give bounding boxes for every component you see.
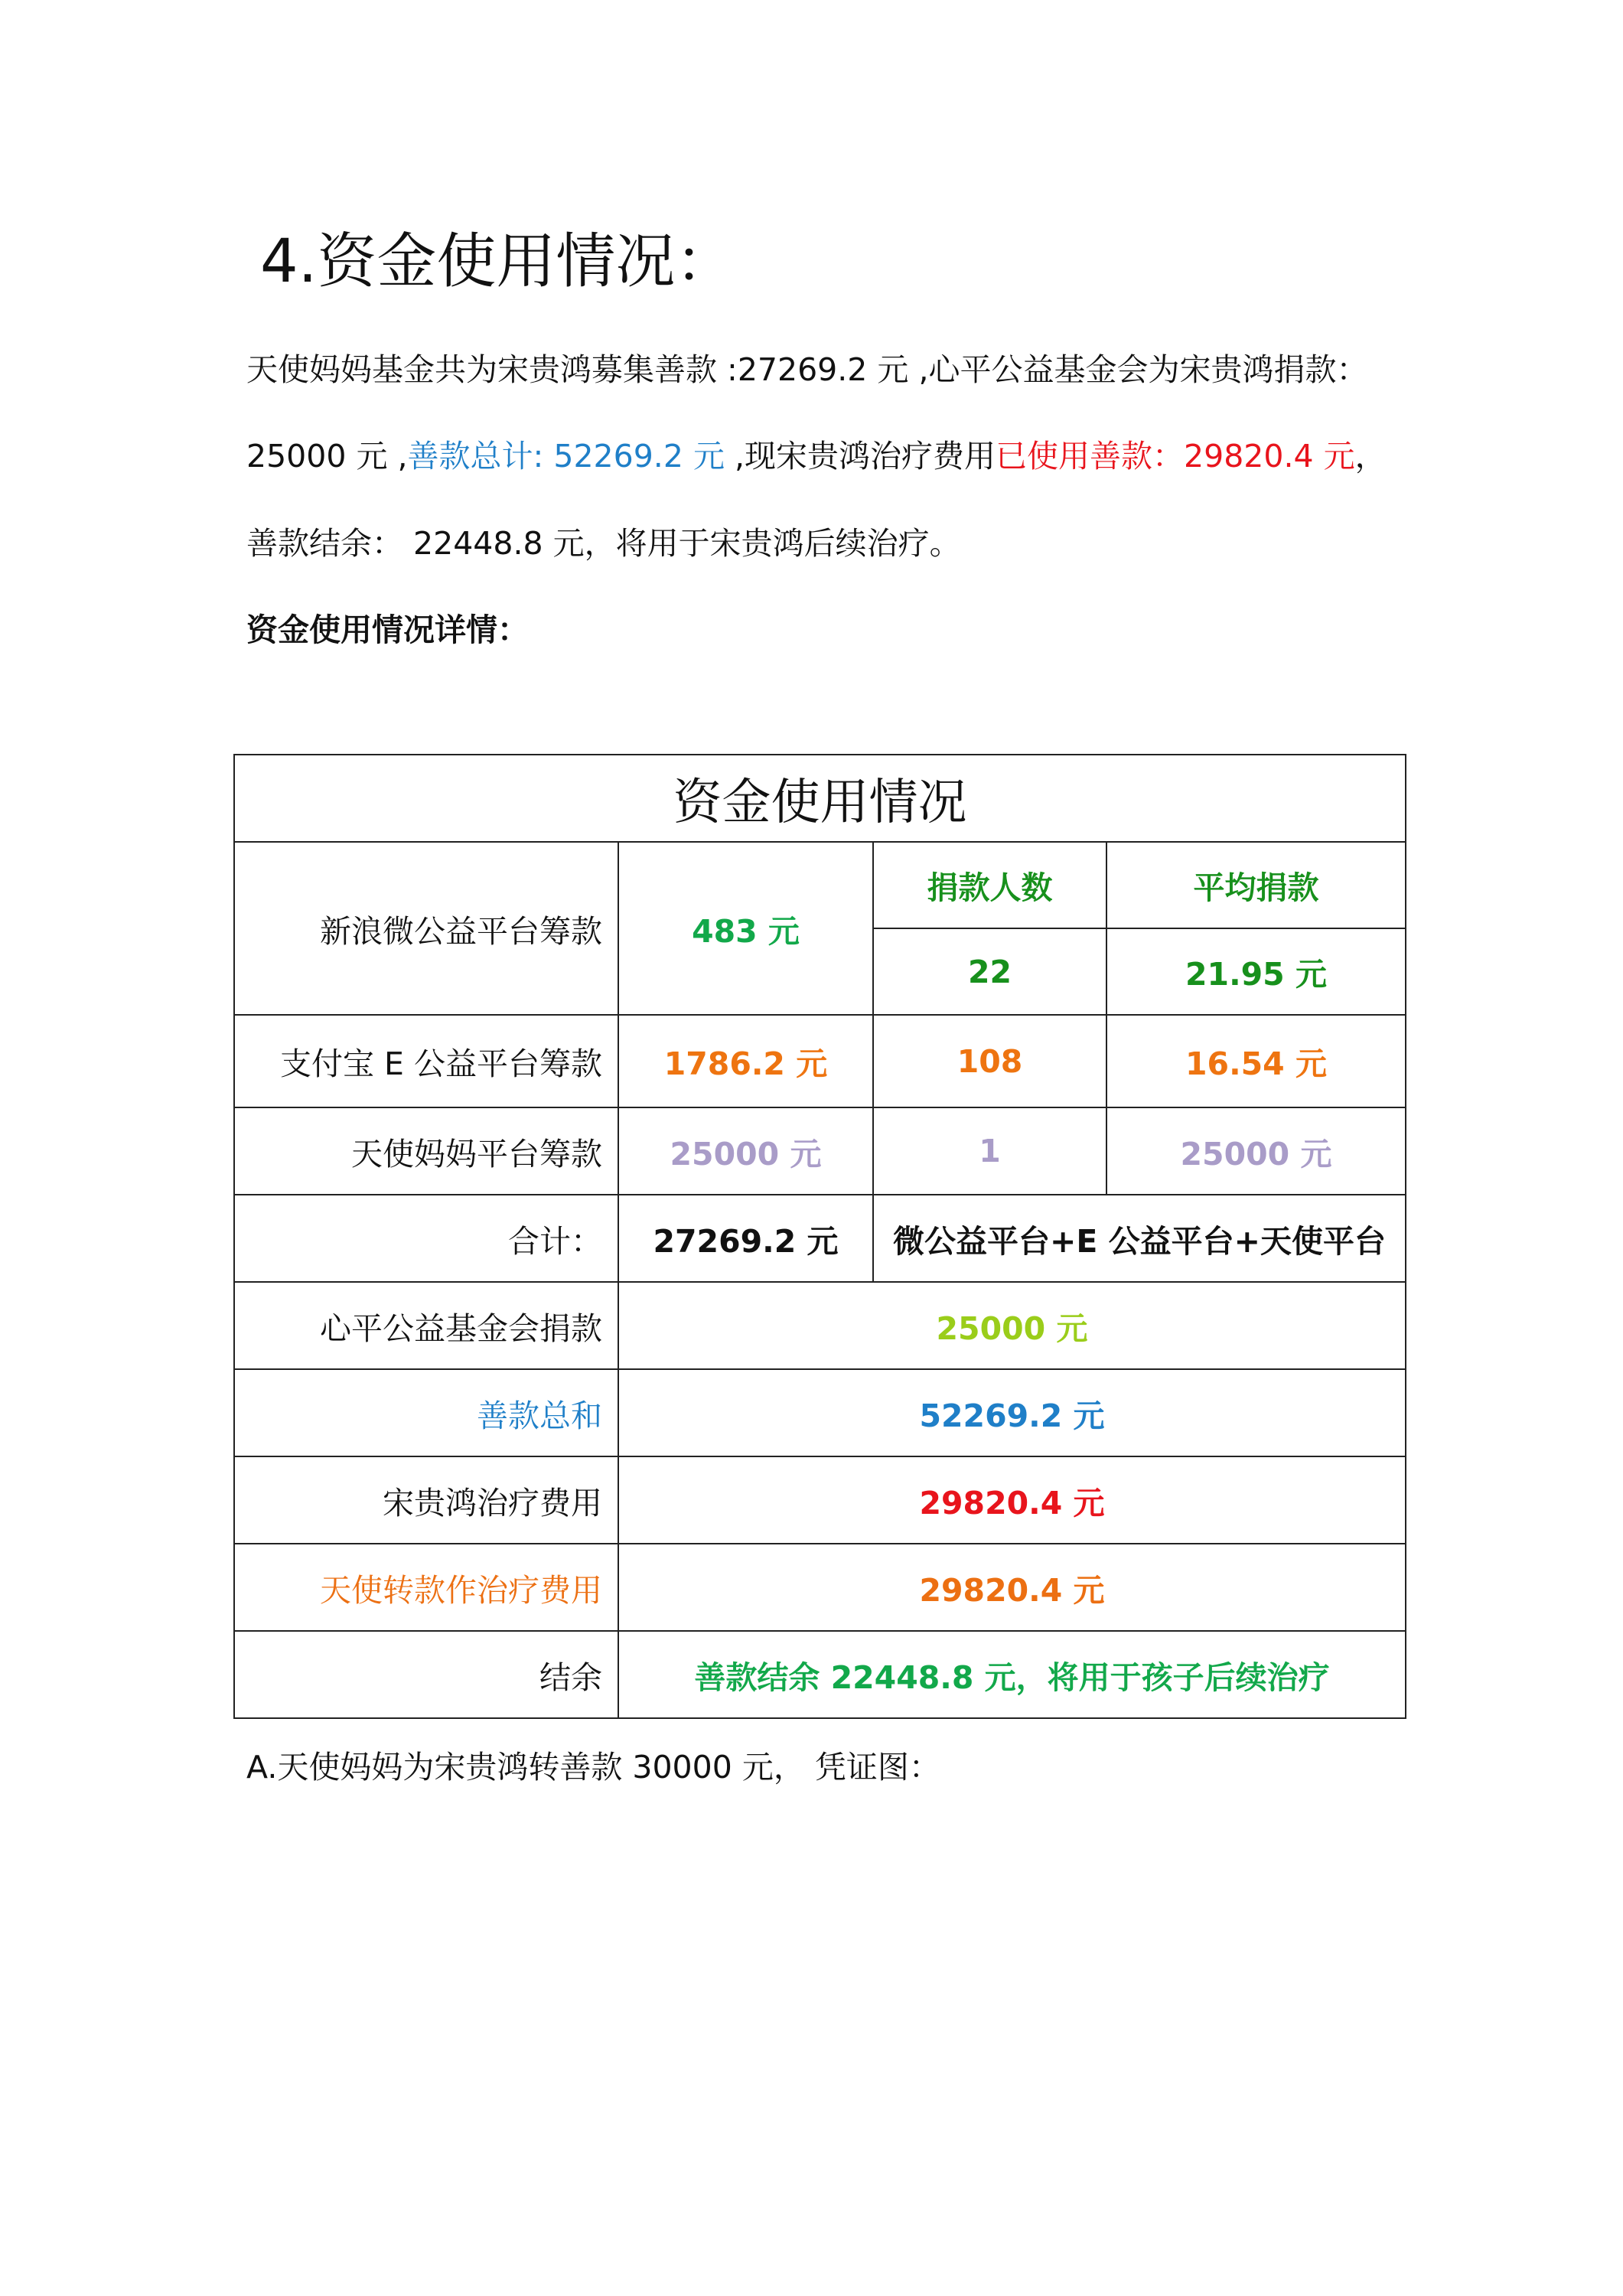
angel-donors: 1 (873, 1107, 1106, 1195)
table-row (234, 1015, 1406, 1107)
treatment-amount: 29820.4 元 (618, 1456, 1406, 1544)
transfer-label: 天使转款作治疗费用 (234, 1544, 618, 1631)
donors-header: 捐款人数 (873, 842, 1106, 928)
table-title-row (234, 755, 1406, 842)
alipay-avg: 16.54 元 (1106, 1015, 1406, 1107)
summary-line-2-mid: ,现宋贵鸿治疗费用 (724, 438, 996, 475)
transfer-amount: 29820.4 元 (618, 1544, 1406, 1631)
summary-total-text: 善款总计: 52269.2 元 (407, 438, 725, 475)
summary-line-2 (246, 433, 1387, 479)
alipay-donors: 108 (873, 1015, 1106, 1107)
table-row (234, 1195, 1406, 1282)
table-row (234, 1282, 1406, 1369)
alipay-label: 支付宝 E 公益平台筹款 (234, 1015, 618, 1107)
fund-usage-table (233, 754, 1406, 1719)
balance-text: 善款结余 22448.8 元，将用于孩子后续治疗 (618, 1631, 1406, 1718)
subtotal-label: 合计： (234, 1195, 618, 1282)
table-title: 资金使用情况 (234, 755, 1406, 842)
subtotal-note: 微公益平台+E 公益平台+天使平台 (873, 1195, 1406, 1282)
detail-heading: 资金使用情况详情： (246, 612, 529, 648)
weibo-amount: 483 元 (618, 842, 873, 1015)
alipay-amount: 1786.2 元 (618, 1015, 873, 1107)
summary-line-3: 善款结余： 22448.8 元，将用于宋贵鸿后续治疗。 (246, 525, 961, 562)
table-row (234, 842, 1406, 928)
summary-line-2-prefix: 25000 元 , (246, 438, 408, 475)
table-row (234, 1369, 1406, 1456)
subtotal-amount: 27269.2 元 (618, 1195, 873, 1282)
voucher-line: A.天使妈妈为宋贵鸿转善款 30000 元， 凭证图： (246, 1749, 940, 1786)
xinping-amount: 25000 元 (618, 1282, 1406, 1369)
weibo-label: 新浪微公益平台筹款 (234, 842, 618, 1015)
xinping-label: 心平公益基金会捐款 (234, 1282, 618, 1369)
angel-avg: 25000 元 (1106, 1107, 1406, 1195)
total-label: 善款总和 (234, 1369, 618, 1456)
table-row (234, 1631, 1406, 1718)
table-row (234, 1107, 1406, 1195)
summary-line-1: 天使妈妈基金共为宋贵鸿募集善款 :27269.2 元 ,心平公益基金会为宋贵鸿捐款： (246, 351, 1368, 388)
avg-header: 平均捐款 (1106, 842, 1406, 928)
page-heading: 4.资金使用情况： (260, 227, 735, 296)
total-amount: 52269.2 元 (618, 1369, 1406, 1456)
angel-amount: 25000 元 (618, 1107, 873, 1195)
angel-label: 天使妈妈平台筹款 (234, 1107, 618, 1195)
treatment-label: 宋贵鸿治疗费用 (234, 1456, 618, 1544)
balance-label: 结余 (234, 1631, 618, 1718)
table-row (234, 1456, 1406, 1544)
summary-used-text: 已使用善款：29820.4 元 (996, 438, 1355, 475)
summary-line-2-suffix: ， (1354, 438, 1387, 475)
table-row (234, 1544, 1406, 1631)
weibo-donors: 22 (873, 928, 1106, 1015)
weibo-avg: 21.95 元 (1106, 928, 1406, 1015)
